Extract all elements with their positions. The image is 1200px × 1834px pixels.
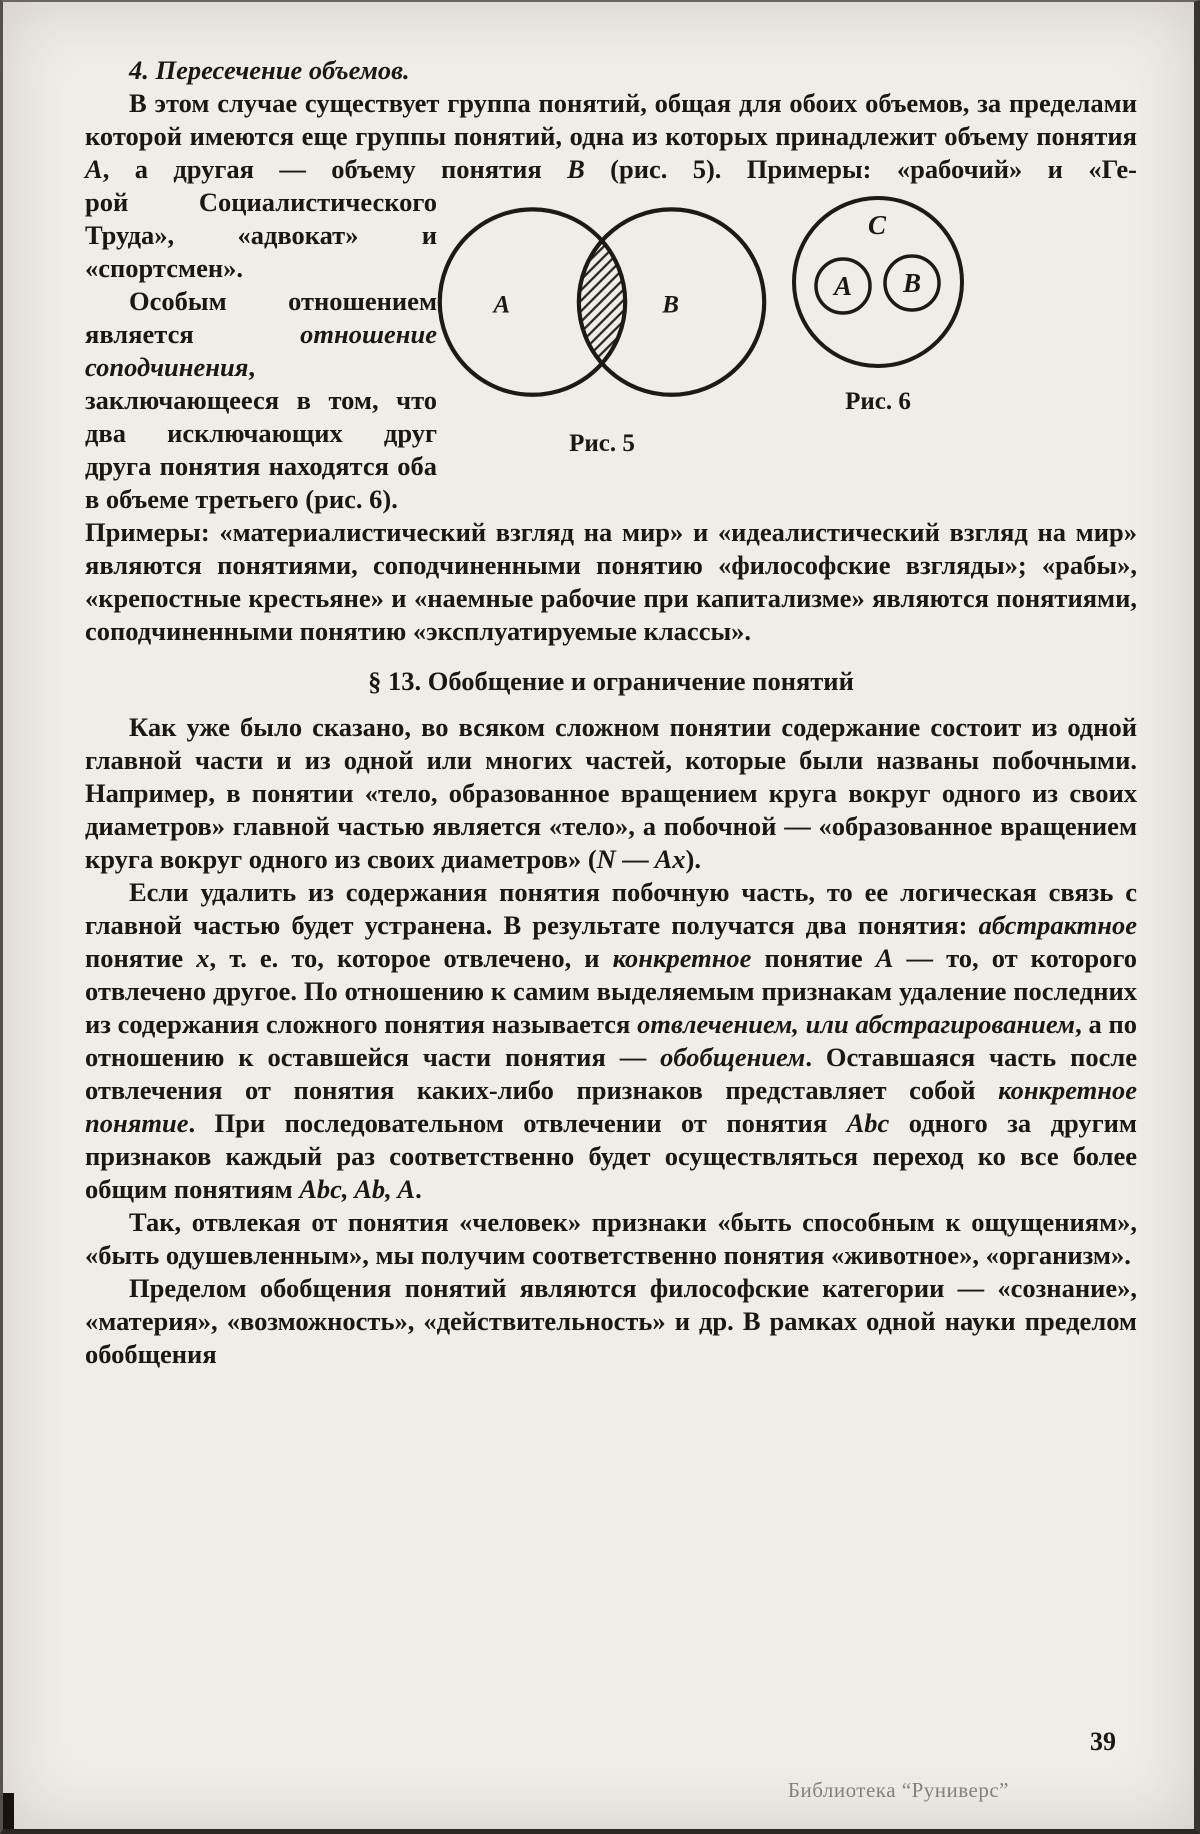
para-content-structure: Как уже было сказано, во всяком сложном понятии содержание состоит из одной главной части и из одной или многих частей, которые были названы побочными. Например, в понятии «тело, образованное вращением круга вокруг одного из своих диаметров» главной частью является «тело», а побочной — «образованное вращением круга вокруг одного из своих диаметров» (N — Ax).: [85, 712, 1137, 874]
text-wrap-column: [85, 186, 437, 516]
para-human-example: Так, отвлекая от понятия «человек» признаки «быть способным к ощущениям», «быть одушевленным», мы получим соответственно понятия «животное», «организм».: [85, 1207, 1137, 1270]
fig5-label-a: A: [493, 291, 511, 319]
figure-5: [437, 190, 767, 460]
subordination-diagram: [785, 190, 971, 374]
para-subordination: Особым отношением является отношение соподчинения, заключающееся в том, что два исключающих друг друга понятия находятся оба в объеме третьего (рис. 6).: [85, 286, 437, 514]
main-text-column: [85, 54, 1137, 1371]
venn-intersection-diagram: [437, 190, 767, 416]
para-intersection-intro: В этом случае существует группа понятий, общая для обоих объемов, за пределами которой имеются еще группы понятий, одна из которых принадлежит объему понятия А, а другая — объему понятия В (рис. 5). Примеры: «рабочий» и «Ге-: [85, 88, 1137, 184]
scan-corner-artifact: [3, 1793, 14, 1829]
footer-credit: Библиотека “Руниверс”: [787, 1778, 1009, 1802]
para-generalization-limit: Пределом обобщения понятий являются философские категории — «сознание», «материя», «возможность», «действительность» и др. В рамках одной науки пределом обобщения: [85, 1273, 1137, 1369]
figures-block: [437, 186, 1137, 460]
page-number: 39: [1090, 1727, 1116, 1756]
para-abstraction: Если удалить из содержания понятия побочную часть, то ее логическая связь с главной частью будет устранена. В результате получатся два понятия: абстрактное понятие x, т. е. то, которое отвлечено, и конкретное понятие А — то, от которого отвлечено другое. По отношению к самим выделяемым признакам удаление последних из содержания сложного понятия называется отвлечением, или абстрагированием, а по отношению к оставшейся части понятия — обобщением. Оставшаяся часть после отвлечения от понятия каких-либо признаков представляет собой конкретное понятие. При последовательном отвлечении от понятия Abc одного за другим признаков каждый раз соответственно будет осуществляться переход ко все более общим понятиям Abc, Ab, A.: [85, 877, 1138, 1204]
fig5-label-b: B: [662, 291, 679, 319]
section-heading-4: 4. Пересечение объемов.: [129, 55, 410, 85]
section-heading-13: § 13. Обобщение и ограничение понятий: [368, 666, 854, 696]
figure-6: [785, 190, 971, 460]
fig6-label-b: B: [902, 268, 922, 298]
fig6-label-c: C: [867, 210, 887, 240]
figure-row: [85, 186, 1137, 516]
figure-6-caption: Рис. 6: [845, 388, 911, 415]
figure-5-caption: Рис. 5: [569, 430, 635, 457]
para-heroes: рой Социалистического Труда», «адвокат» и «спортсмен».: [85, 187, 437, 283]
fig6-label-a: A: [833, 271, 853, 301]
para-examples: Примеры: «материалистический взгляд на мир» и «идеалистический взгляд на мир» являются понятиями, соподчиненными понятию «философские взгляды»; «рабы», «крепостные крестьяне» и «наемные рабочие при капитализме» являются понятиями, соподчиненными понятию «эксплуатируемые классы».: [85, 517, 1137, 646]
